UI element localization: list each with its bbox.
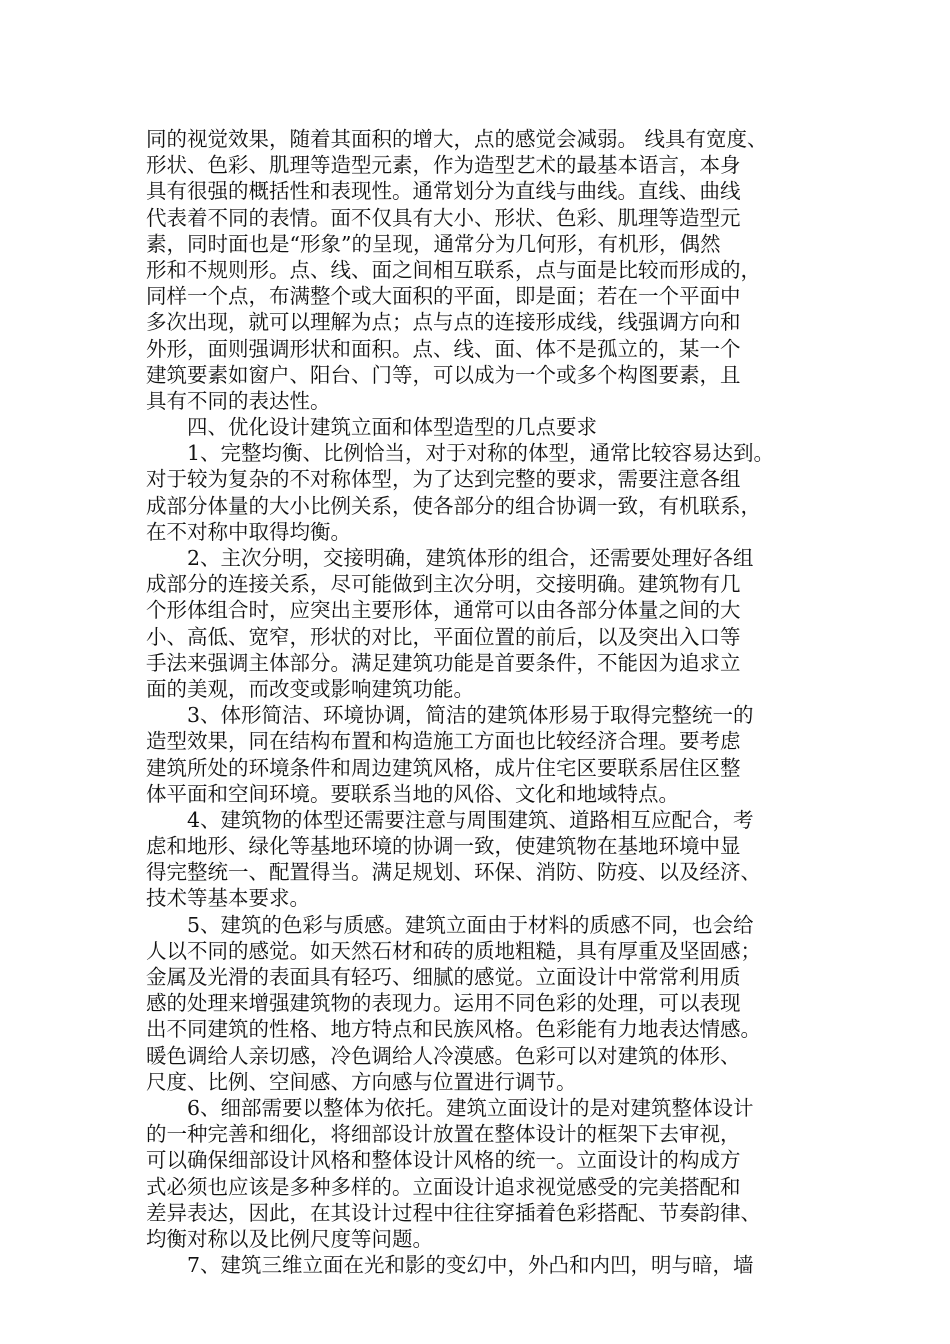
paragraph-p7 [146, 912, 814, 1095]
text-line: 建筑要素如窗户、阳台、门等，可以成为一个或多个构图要素，且 [146, 362, 741, 387]
text-line: 造型效果，同在结构布置和构造施工方面也比较经济合理。要考虑 [146, 729, 741, 754]
text-line: 小、高低、宽窄，形状的对比，平面位置的前后，以及突出入口等 [146, 624, 741, 649]
text-line: 尺度、比例、空间感、方向感与位置进行调节。 [146, 1069, 577, 1094]
text-line: 金属及光滑的表面具有轻巧、细腻的感觉。立面设计中常常利用质 [146, 965, 741, 989]
text-line: 6、细部需要以整体为依托。建筑立面设计的是对建筑整体设计 [187, 1095, 754, 1120]
text-line: 面的美观，而改变或影响建筑功能。 [146, 676, 474, 701]
text-line: 的一种完善和细化，将细部设计放置在整体设计的框架下去审视， [146, 1122, 741, 1147]
text-line: 7、建筑三维立面在光和影的变幻中，外凸和内凹，明与暗，墙 [187, 1253, 754, 1278]
text-line: 体平面和空间环境。要联系当地的风俗、文化和地域特点。 [146, 781, 679, 806]
paragraph-p9 [146, 1252, 814, 1278]
text-line: 得完整统一、配置得当。满足规划、环保、消防、防疫、以及经济、 [146, 860, 761, 885]
text-line: 5、建筑的色彩与质感。建筑立面由于材料的质感不同，也会给 [187, 912, 754, 937]
text-line: 技术等基本要求。 [146, 886, 310, 911]
text-line: 出不同建筑的性格、地方特点和民族风格。色彩能有力地表达情感。 [146, 1017, 761, 1042]
paragraph-p3 [146, 440, 814, 545]
text-line: 建筑所处的环境条件和周边建筑风格，成片住宅区要联系居住区整 [146, 755, 741, 780]
text-line: 外形，面则强调形状和面积。点、线、面、体不是孤立的，某一个 [146, 336, 741, 361]
text-line: 四、优化设计建筑立面和体型造型的几点要求 [187, 415, 597, 440]
text-line: 可以确保细部设计风格和整体设计风格的统一。立面设计的构成方 [146, 1148, 741, 1173]
paragraph-p1 [146, 126, 814, 414]
text-line: 3、体形简洁、环境协调，简洁的建筑体形易于取得完整统一的 [187, 703, 754, 728]
paragraph-p5 [146, 702, 814, 807]
text-line: 1、完整均衡、比例恰当，对于对称的体型，通常比较容易达到。 [187, 441, 775, 466]
text-line: 成部分体量的大小比例关系，使各部分的组合协调一致，有机联系， [146, 493, 761, 518]
paragraph-p4 [146, 545, 814, 702]
text-line: 感的处理来增强建筑物的表现力。运用不同色彩的处理，可以表现 [146, 991, 741, 1016]
text-line: 成部分的连接关系，尽可能做到主次分明，交接明确。建筑物有几 [146, 572, 741, 597]
text-line: 人以不同的感觉。如天然石材和砖的质地粗糙，具有厚重及坚固感； [146, 938, 761, 963]
text-line: 同样一个点，布满整个或大面积的平面，即是面；若在一个平面中 [146, 284, 741, 309]
text-line: 个形体组合时，应突出主要形体，通常可以由各部分体量之间的大 [146, 598, 741, 623]
text-line: 同的视觉效果，随着其面积的增大，点的感觉会减弱。 线具有宽度、 [146, 127, 768, 151]
text-line: 2、主次分明，交接明确，建筑体形的组合，还需要处理好各组 [187, 546, 754, 570]
paragraph-p8 [146, 1095, 814, 1252]
text-line: 形和不规则形。点、线、面之间相互联系，点与面是比较而形成的， [146, 257, 761, 282]
text-line: 均衡对称以及比例尺度等问题。 [146, 1226, 433, 1251]
text-line: 代表着不同的表情。面不仅具有大小、形状、色彩、肌理等造型元 [146, 205, 741, 230]
text-line: 暖色调给人亲切感，冷色调给人冷漠感。色彩可以对建筑的体形、 [146, 1043, 741, 1068]
text-line: 在不对称中取得均衡。 [146, 519, 351, 544]
text-line: 差异表达，因此，在其设计过程中往往穿插着色彩搭配、节奏韵律、 [146, 1200, 761, 1225]
text-line: 虑和地形、绿化等基地环境的协调一致，使建筑物在基地环境中显 [146, 834, 741, 859]
paragraph-p2 [146, 414, 814, 440]
text-line: 形状、色彩、肌理等造型元素，作为造型艺术的最基本语言，本身 [146, 153, 741, 178]
text-line: 素，同时面也是“形象”的呈现，通常分为几何形，有机形，偶然 [146, 231, 721, 256]
text-line: 具有很强的概括性和表现性。通常划分为直线与曲线。直线、曲线 [146, 179, 741, 204]
text-line: 多次出现，就可以理解为点；点与点的连接形成线，线强调方向和 [146, 310, 741, 335]
text-line: 式必须也应该是多种多样的。立面设计追求视觉感受的完美搭配和 [146, 1174, 741, 1199]
text-line: 4、建筑物的体型还需要注意与周围建筑、道路相互应配合，考 [187, 807, 754, 832]
text-line: 具有不同的表达性。 [146, 388, 331, 413]
document-body [146, 126, 814, 1278]
paragraph-p6 [146, 807, 814, 912]
text-line: 对于较为复杂的不对称体型，为了达到完整的要求，需要注意各组 [146, 467, 741, 492]
text-line: 手法来强调主体部分。满足建筑功能是首要条件，不能因为追求立 [146, 650, 741, 675]
